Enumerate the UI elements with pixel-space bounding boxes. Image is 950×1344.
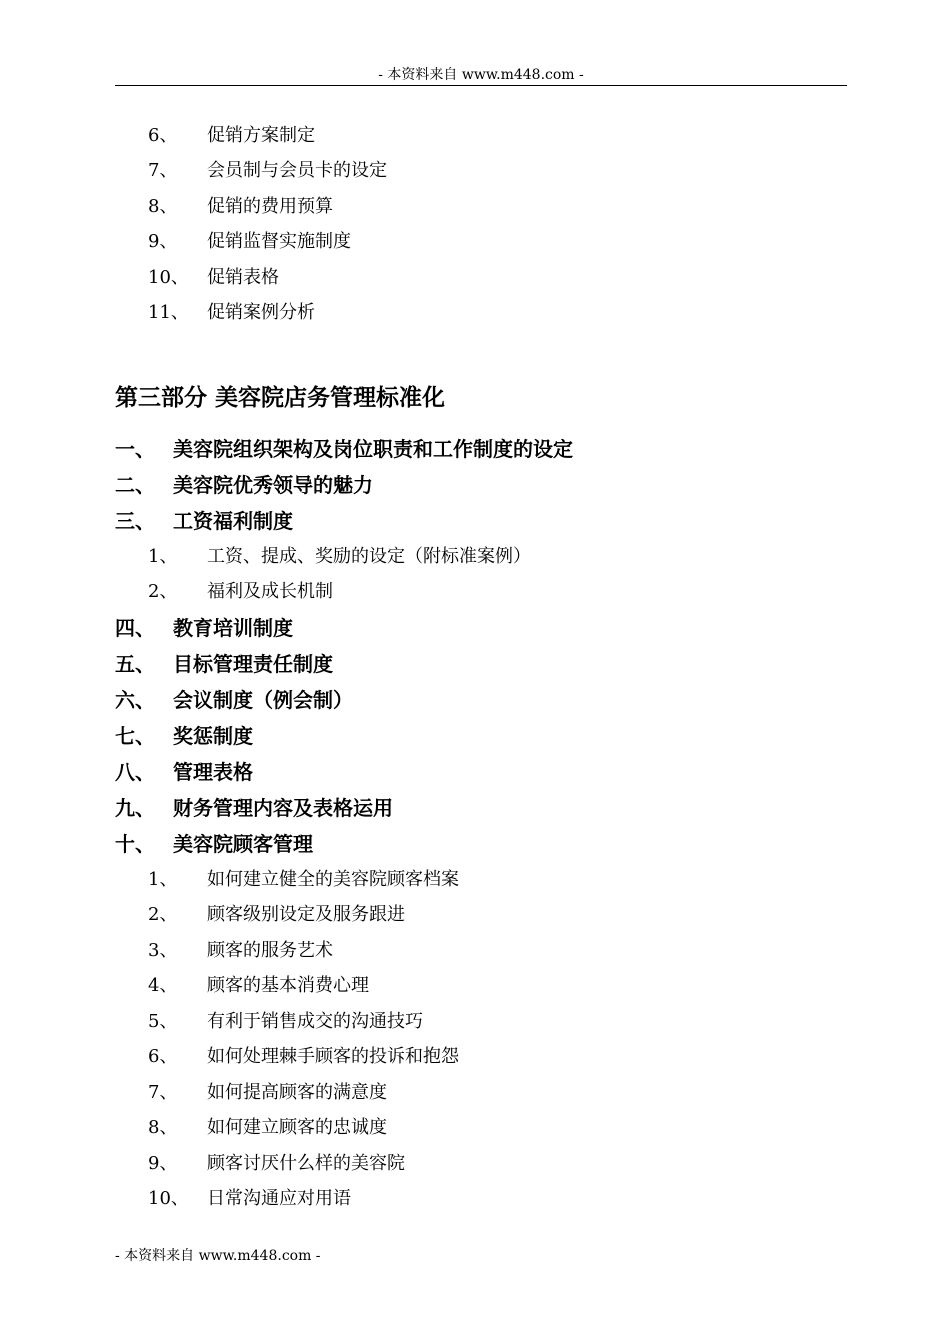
section-number: 五、	[115, 652, 155, 676]
section-title: 美容院顾客管理	[173, 832, 313, 856]
list-item-text: 工资、提成、奖励的设定（附标准案例）	[207, 546, 531, 567]
part-title: 第三部分 美容院店务管理标准化	[115, 384, 446, 411]
list-item-number: 7、	[148, 1082, 178, 1103]
list-item-text: 促销案例分析	[207, 302, 315, 323]
list-item-number: 9、	[148, 1153, 178, 1174]
list-item-number: 8、	[148, 1117, 178, 1138]
section-number: 六、	[115, 688, 155, 712]
section-number: 七、	[115, 724, 155, 748]
list-item-text: 如何建立顾客的忠诚度	[207, 1117, 387, 1138]
section-title: 目标管理责任制度	[173, 652, 333, 676]
list-item-text: 如何提高顾客的满意度	[207, 1082, 387, 1103]
section-title: 教育培训制度	[173, 616, 293, 640]
list-item-text: 有利于销售成交的沟通技巧	[207, 1011, 423, 1032]
list-item-text: 促销表格	[207, 267, 279, 288]
section-title: 会议制度（例会制）	[173, 688, 353, 712]
list-item-text: 如何处理棘手顾客的投诉和抱怨	[207, 1046, 459, 1067]
page-header: - 本资料来自 www.m448.com -	[378, 67, 584, 83]
list-item-text: 顾客讨厌什么样的美容院	[207, 1153, 405, 1174]
section-title: 美容院优秀领导的魅力	[173, 473, 373, 497]
list-item-text: 如何建立健全的美容院顾客档案	[207, 869, 459, 890]
list-item-text: 顾客级别设定及服务跟进	[207, 904, 405, 925]
list-item-number: 3、	[148, 940, 178, 961]
list-item-number: 6、	[148, 1046, 178, 1067]
list-item-text: 促销方案制定	[207, 125, 315, 146]
list-item-number: 1、	[148, 869, 178, 890]
section-title: 工资福利制度	[173, 509, 293, 533]
list-item-number: 2、	[148, 581, 178, 602]
list-item-number: 10、	[148, 1188, 189, 1209]
section-number: 四、	[115, 616, 155, 640]
list-item-number: 4、	[148, 975, 178, 996]
list-item-number: 1、	[148, 546, 178, 567]
section-title: 奖惩制度	[173, 724, 253, 748]
list-item-text: 顾客的基本消费心理	[207, 975, 369, 996]
section-title: 财务管理内容及表格运用	[173, 796, 393, 820]
list-item-number: 8、	[148, 196, 178, 217]
section-title: 美容院组织架构及岗位职责和工作制度的设定	[173, 437, 573, 461]
section-number: 十、	[115, 832, 155, 856]
section-title: 管理表格	[173, 760, 253, 784]
list-item-number: 2、	[148, 904, 178, 925]
list-item-text: 会员制与会员卡的设定	[207, 160, 387, 181]
list-item-number: 10、	[148, 267, 189, 288]
list-item-number: 5、	[148, 1011, 178, 1032]
list-item-text: 促销的费用预算	[207, 196, 333, 217]
section-number: 三、	[115, 509, 155, 533]
section-number: 一、	[115, 437, 155, 461]
list-item-number: 6、	[148, 125, 178, 146]
list-item-text: 福利及成长机制	[207, 581, 333, 602]
page-footer: - 本资料来自 www.m448.com -	[115, 1248, 321, 1264]
section-number: 八、	[115, 760, 155, 784]
section-number: 九、	[115, 796, 155, 820]
list-item-text: 促销监督实施制度	[207, 231, 351, 252]
header-divider	[115, 85, 847, 86]
section-number: 二、	[115, 473, 155, 497]
list-item-number: 7、	[148, 160, 178, 181]
list-item-text: 顾客的服务艺术	[207, 940, 333, 961]
list-item-number: 11、	[148, 302, 189, 323]
list-item-number: 9、	[148, 231, 178, 252]
list-item-text: 日常沟通应对用语	[207, 1188, 351, 1209]
